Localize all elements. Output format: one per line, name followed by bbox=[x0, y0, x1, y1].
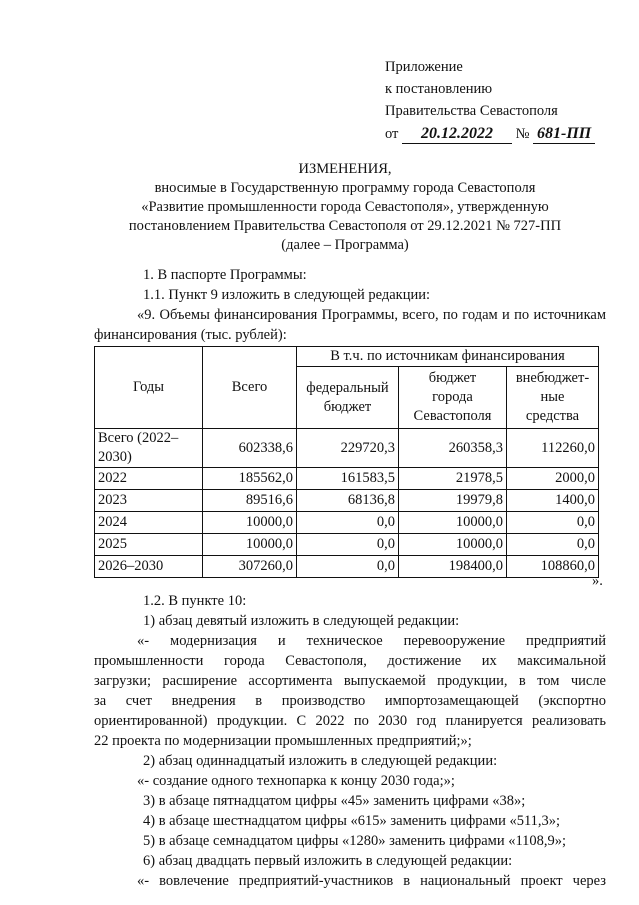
row-federal: 0,0 bbox=[297, 534, 399, 556]
row-city: 19979,8 bbox=[399, 490, 507, 512]
handwritten-number: 681-ПП bbox=[533, 124, 595, 144]
row-total: 89516,6 bbox=[203, 490, 297, 512]
header-extra-line1: внебюджет- bbox=[515, 370, 590, 386]
header-years: Годы bbox=[95, 347, 203, 429]
table-row bbox=[95, 512, 599, 534]
title-line-3: постановлением Правительства Севастополя от 29.12.2021 № 727-ПП bbox=[128, 218, 562, 234]
annex-line-2: к постановлению bbox=[385, 81, 493, 97]
section2-p7: 5) в абзаце семнадцатом цифры «1280» заменить цифрами «1108,9»; bbox=[143, 833, 567, 849]
section2-p1: 1.2. В пункте 10: bbox=[143, 593, 247, 609]
number-label: № bbox=[515, 126, 530, 142]
row-year: 2026–2030 bbox=[95, 556, 203, 578]
section2-p6: 4) в абзаце шестнадцатом цифры «615» заменить цифрами «511,3»; bbox=[143, 813, 561, 829]
annex-line-3: Правительства Севастополя bbox=[385, 103, 558, 119]
row-total: 185562,0 bbox=[203, 468, 297, 490]
row-total: 307260,0 bbox=[203, 556, 297, 578]
title-heading: ИЗМЕНЕНИЯ, bbox=[298, 161, 392, 177]
header-city bbox=[399, 367, 507, 429]
table-closing-quote: ». bbox=[592, 573, 603, 589]
table-row bbox=[95, 556, 599, 578]
annex-line-1: Приложение bbox=[385, 59, 463, 75]
header-city-line2: города bbox=[432, 389, 473, 405]
table-row bbox=[95, 490, 599, 512]
section1-p3-line2: финансирования (тыс. рублей): bbox=[94, 327, 287, 343]
row-total: 602338,6 bbox=[203, 429, 297, 468]
row-extra: 108860,0 bbox=[507, 556, 599, 578]
row-extra: 0,0 bbox=[507, 512, 599, 534]
row-extra: 1400,0 bbox=[507, 490, 599, 512]
row-city: 260358,3 bbox=[399, 429, 507, 468]
section1-p2: 1.1. Пункт 9 изложить в следующей редакции: bbox=[143, 287, 431, 303]
row-city: 10000,0 bbox=[399, 512, 507, 534]
title-line-4: (далее – Программа) bbox=[281, 237, 409, 253]
section2-p9: «- вовлечение предприятий-участников в национальный проект через bbox=[137, 873, 606, 889]
quote-line-1: «- модернизация и техническое перевооружение предприятий bbox=[137, 633, 606, 649]
table-row bbox=[95, 534, 599, 556]
table-row bbox=[95, 468, 599, 490]
quote-line-4: за счет внедрения в производство импортозамещающей (экспортно bbox=[94, 693, 606, 709]
row-federal: 0,0 bbox=[297, 512, 399, 534]
financing-table bbox=[94, 346, 599, 578]
row-extra: 2000,0 bbox=[507, 468, 599, 490]
quote-line-6: 22 проекта по модернизации промышленных предприятий;»; bbox=[94, 733, 472, 749]
header-federal-line1: федеральный bbox=[306, 379, 389, 396]
section2-p2: 1) абзац девятый изложить в следующей редакции: bbox=[143, 613, 460, 629]
row-total: 10000,0 bbox=[203, 534, 297, 556]
title-line-1: вносимые в Государственную программу города Севастополя bbox=[154, 180, 536, 196]
header-extra-line2: ные bbox=[540, 389, 565, 405]
annex-block bbox=[385, 58, 595, 146]
row-extra: 112260,0 bbox=[507, 429, 599, 468]
header-extra bbox=[507, 367, 599, 429]
row-extra: 0,0 bbox=[507, 534, 599, 556]
section2-p8: 6) абзац двадцать первый изложить в следующей редакции: bbox=[143, 853, 513, 869]
row-total: 10000,0 bbox=[203, 512, 297, 534]
header-extra-line3: средства bbox=[525, 408, 580, 424]
row-year: 2025 bbox=[95, 534, 203, 556]
from-label: от bbox=[385, 126, 399, 142]
row-city: 198400,0 bbox=[399, 556, 507, 578]
quote-line-3: загрузки; расширение ассортимента выпускаемой продукции, в том числе bbox=[94, 673, 606, 689]
title-line-2: «Развитие промышленности города Севастополя», утвержденную bbox=[141, 199, 549, 215]
row-city: 10000,0 bbox=[399, 534, 507, 556]
row-year: 2023 bbox=[95, 490, 203, 512]
row-federal: 229720,3 bbox=[297, 429, 399, 468]
header-total: Всего bbox=[203, 347, 297, 429]
header-federal bbox=[297, 367, 399, 429]
row-federal: 68136,8 bbox=[297, 490, 399, 512]
annex-date-line bbox=[385, 124, 595, 146]
row-year: 2022 bbox=[95, 468, 203, 490]
title-block bbox=[90, 160, 600, 255]
quote-line-2: промышленности города Севастополя, достижение их максимальной bbox=[94, 653, 606, 669]
section1-p1: 1. В паспорте Программы: bbox=[143, 267, 307, 283]
section1-p3-line1: «9. Объемы финансирования Программы, всего, по годам и по источникам bbox=[137, 307, 606, 323]
handwritten-date: 20.12.2022 bbox=[402, 124, 512, 144]
row-city: 21978,5 bbox=[399, 468, 507, 490]
section2-p3: 2) абзац одиннадцатый изложить в следующей редакции: bbox=[143, 753, 498, 769]
quote-line-5: ориентированной) продукции. С 2022 по 2030 год планируется реализовать bbox=[94, 713, 606, 729]
row-federal: 161583,5 bbox=[297, 468, 399, 490]
row-year: 2024 bbox=[95, 512, 203, 534]
row-year: Всего (2022–2030) bbox=[95, 429, 203, 468]
row-federal: 0,0 bbox=[297, 556, 399, 578]
header-sources-group: В т.ч. по источникам финансирования bbox=[297, 347, 599, 367]
table-row bbox=[95, 429, 599, 468]
header-city-line1: бюджет bbox=[428, 370, 477, 386]
section2-p4: «- создание одного технопарка к концу 2030 года;»; bbox=[137, 773, 455, 789]
section2-p5: 3) в абзаце пятнадцатом цифры «45» заменить цифрами «38»; bbox=[143, 793, 526, 809]
header-city-line3: Севастополя bbox=[413, 408, 492, 424]
header-federal-line2: бюджет bbox=[323, 398, 372, 415]
